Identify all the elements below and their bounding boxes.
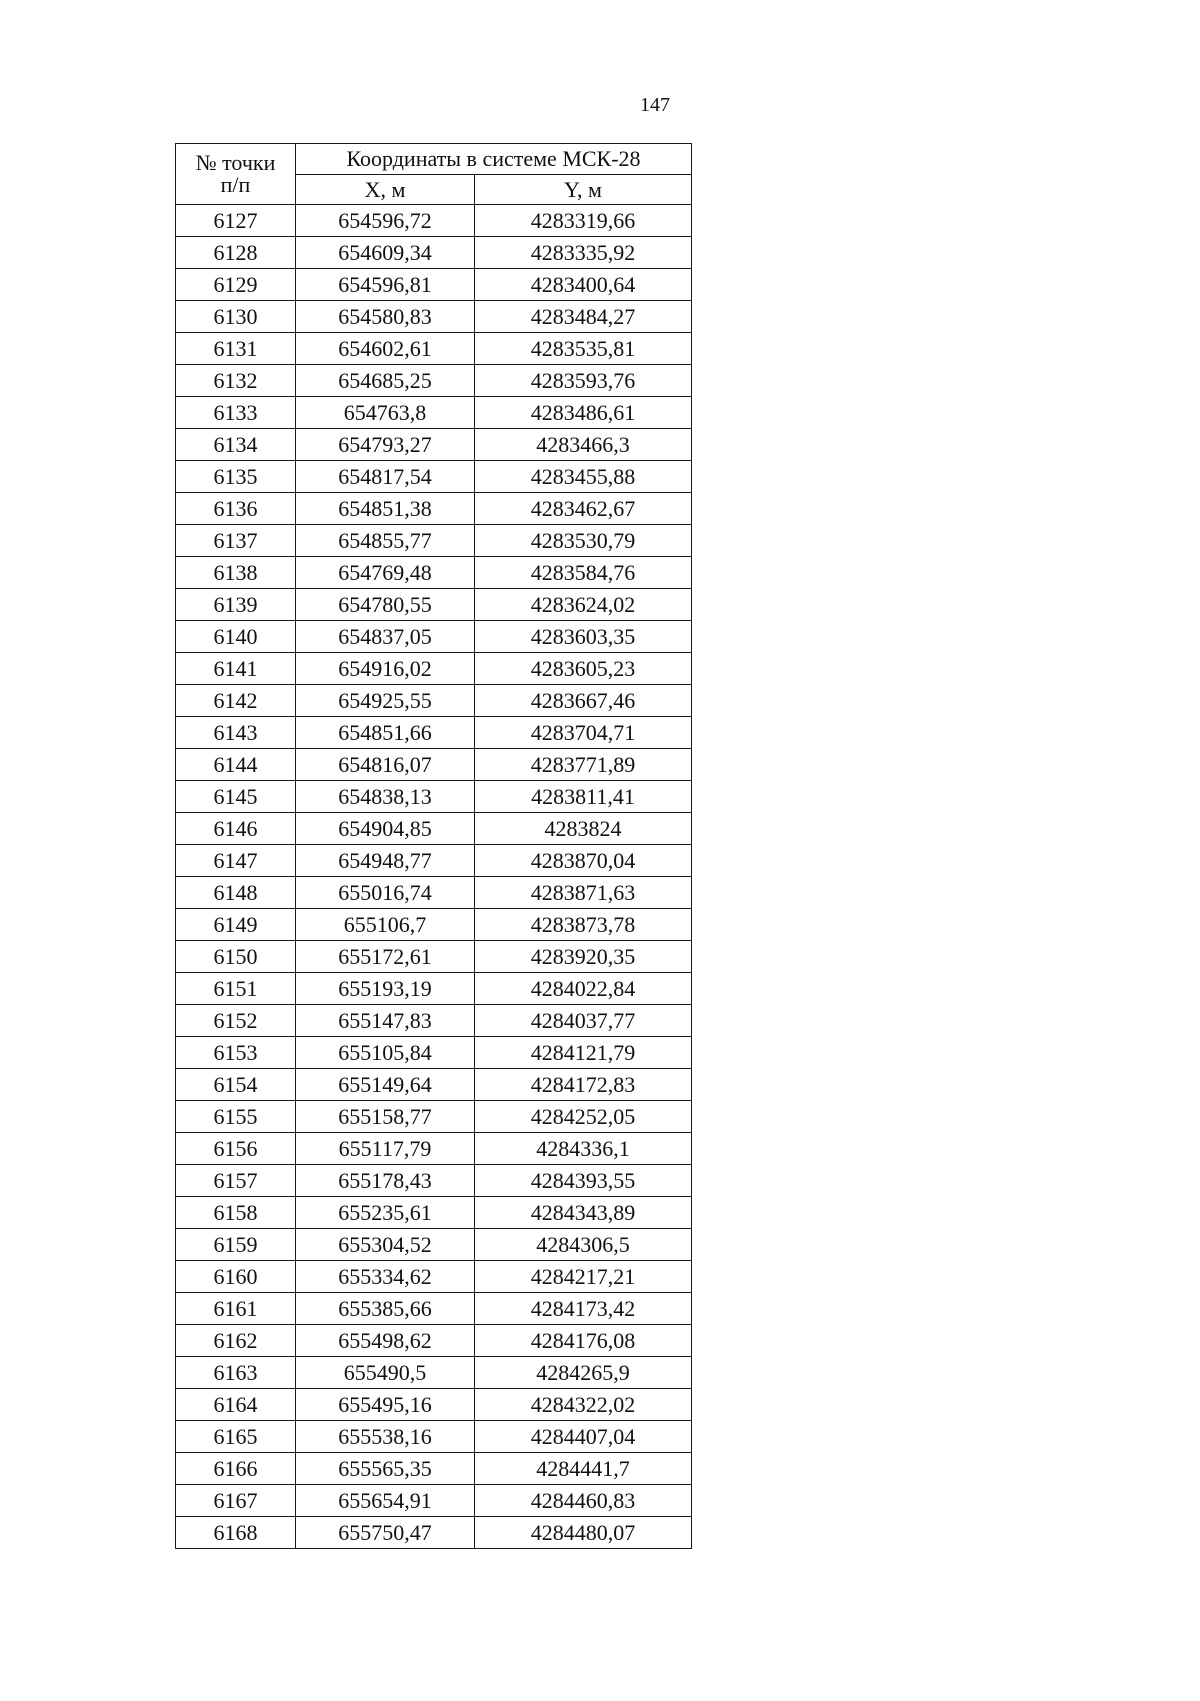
- table-row: [176, 1197, 692, 1229]
- coordinates-system-header: Координаты в системе МСК-28: [296, 144, 692, 175]
- x-coordinate-cell: 655193,19: [296, 973, 475, 1005]
- point-number-cell: 6141: [176, 653, 296, 685]
- y-coordinate-cell: 4283455,88: [475, 461, 692, 493]
- x-coordinate-cell: 654904,85: [296, 813, 475, 845]
- table-row: [176, 429, 692, 461]
- x-coordinate-cell: 655235,61: [296, 1197, 475, 1229]
- point-number-cell: 6159: [176, 1229, 296, 1261]
- point-number-cell: 6137: [176, 525, 296, 557]
- point-number-cell: 6167: [176, 1485, 296, 1517]
- table-row: [176, 525, 692, 557]
- point-number-cell: 6129: [176, 269, 296, 301]
- point-number-cell: 6156: [176, 1133, 296, 1165]
- y-coordinate-cell: 4283771,89: [475, 749, 692, 781]
- point-number-cell: 6131: [176, 333, 296, 365]
- point-number-cell: 6163: [176, 1357, 296, 1389]
- y-coordinate-cell: 4283811,41: [475, 781, 692, 813]
- x-coordinate-cell: 655495,16: [296, 1389, 475, 1421]
- point-number-cell: 6146: [176, 813, 296, 845]
- y-coordinate-cell: 4284121,79: [475, 1037, 692, 1069]
- x-coordinate-cell: 654596,72: [296, 205, 475, 237]
- y-coordinate-cell: 4283593,76: [475, 365, 692, 397]
- table-row: [176, 1261, 692, 1293]
- x-coordinate-cell: 654851,66: [296, 717, 475, 749]
- x-coordinate-cell: 654855,77: [296, 525, 475, 557]
- point-number-cell: 6133: [176, 397, 296, 429]
- y-coordinate-cell: 4283319,66: [475, 205, 692, 237]
- x-coordinate-cell: 655172,61: [296, 941, 475, 973]
- table-row: [176, 653, 692, 685]
- y-coordinate-cell: 4283462,67: [475, 493, 692, 525]
- y-coordinate-cell: 4284172,83: [475, 1069, 692, 1101]
- x-coordinate-cell: 654817,54: [296, 461, 475, 493]
- page-number: 147: [640, 94, 670, 116]
- x-coordinate-cell: 655498,62: [296, 1325, 475, 1357]
- point-number-cell: 6166: [176, 1453, 296, 1485]
- table-row: [176, 333, 692, 365]
- table-row: [176, 685, 692, 717]
- table-row: [176, 397, 692, 429]
- y-coordinate-cell: 4284480,07: [475, 1517, 692, 1549]
- x-coordinate-cell: 654916,02: [296, 653, 475, 685]
- point-number-cell: 6127: [176, 205, 296, 237]
- y-coordinate-cell: 4284176,08: [475, 1325, 692, 1357]
- y-coordinate-cell: 4283530,79: [475, 525, 692, 557]
- table-row: [176, 621, 692, 653]
- point-number-cell: 6164: [176, 1389, 296, 1421]
- point-number-cell: 6157: [176, 1165, 296, 1197]
- table-row: [176, 1293, 692, 1325]
- point-number-cell: 6150: [176, 941, 296, 973]
- table-row: [176, 461, 692, 493]
- y-coordinate-cell: 4284343,89: [475, 1197, 692, 1229]
- coordinates-table: [175, 143, 692, 1549]
- y-coordinate-cell: 4283873,78: [475, 909, 692, 941]
- point-number-cell: 6138: [176, 557, 296, 589]
- x-coordinate-cell: 655016,74: [296, 877, 475, 909]
- table-row: [176, 813, 692, 845]
- point-number-cell: 6144: [176, 749, 296, 781]
- point-number-cell: 6143: [176, 717, 296, 749]
- x-coordinate-cell: 654685,25: [296, 365, 475, 397]
- y-coordinate-cell: 4283535,81: [475, 333, 692, 365]
- table-row: [176, 1325, 692, 1357]
- y-coordinate-cell: 4283400,64: [475, 269, 692, 301]
- point-number-cell: 6132: [176, 365, 296, 397]
- point-number-cell: 6162: [176, 1325, 296, 1357]
- x-coordinate-cell: 655147,83: [296, 1005, 475, 1037]
- table-row: [176, 845, 692, 877]
- table-row: [176, 973, 692, 1005]
- point-number-header: [176, 144, 296, 205]
- y-coordinate-cell: 4284173,42: [475, 1293, 692, 1325]
- y-coordinate-cell: 4283466,3: [475, 429, 692, 461]
- y-coordinate-cell: 4283704,71: [475, 717, 692, 749]
- x-coordinate-cell: 654851,38: [296, 493, 475, 525]
- point-number-cell: 6158: [176, 1197, 296, 1229]
- y-coordinate-cell: 4284393,55: [475, 1165, 692, 1197]
- y-coordinate-cell: 4283605,23: [475, 653, 692, 685]
- x-coordinate-cell: 654816,07: [296, 749, 475, 781]
- y-coordinate-cell: 4283603,35: [475, 621, 692, 653]
- table-row: [176, 717, 692, 749]
- table-row: [176, 589, 692, 621]
- point-number-cell: 6153: [176, 1037, 296, 1069]
- x-coordinate-cell: 654780,55: [296, 589, 475, 621]
- point-number-header-line1: № точки: [195, 150, 276, 175]
- point-number-cell: 6168: [176, 1517, 296, 1549]
- point-number-cell: 6128: [176, 237, 296, 269]
- y-coordinate-cell: 4284022,84: [475, 973, 692, 1005]
- x-column-header: X, м: [296, 175, 475, 205]
- table-row: [176, 1453, 692, 1485]
- x-coordinate-cell: 654763,8: [296, 397, 475, 429]
- table-row: [176, 1165, 692, 1197]
- table-row: [176, 1101, 692, 1133]
- x-coordinate-cell: 655304,52: [296, 1229, 475, 1261]
- x-coordinate-cell: 654837,05: [296, 621, 475, 653]
- x-coordinate-cell: 655654,91: [296, 1485, 475, 1517]
- table-row: [176, 749, 692, 781]
- y-coordinate-cell: 4284265,9: [475, 1357, 692, 1389]
- point-number-cell: 6148: [176, 877, 296, 909]
- x-coordinate-cell: 655334,62: [296, 1261, 475, 1293]
- x-coordinate-cell: 654602,61: [296, 333, 475, 365]
- y-coordinate-cell: 4283667,46: [475, 685, 692, 717]
- table-row: [176, 1133, 692, 1165]
- table-row: [176, 909, 692, 941]
- y-coordinate-cell: 4284460,83: [475, 1485, 692, 1517]
- table-body: [176, 205, 692, 1549]
- point-number-cell: 6145: [176, 781, 296, 813]
- x-coordinate-cell: 655158,77: [296, 1101, 475, 1133]
- x-coordinate-cell: 654925,55: [296, 685, 475, 717]
- table-row: [176, 1357, 692, 1389]
- y-coordinate-cell: 4284037,77: [475, 1005, 692, 1037]
- x-coordinate-cell: 654838,13: [296, 781, 475, 813]
- table-row: [176, 1037, 692, 1069]
- point-number-cell: 6130: [176, 301, 296, 333]
- table-row: [176, 1421, 692, 1453]
- y-coordinate-cell: 4284252,05: [475, 1101, 692, 1133]
- point-number-cell: 6154: [176, 1069, 296, 1101]
- x-coordinate-cell: 655106,7: [296, 909, 475, 941]
- table-row: [176, 205, 692, 237]
- table-row: [176, 1389, 692, 1421]
- point-number-cell: 6136: [176, 493, 296, 525]
- x-coordinate-cell: 655117,79: [296, 1133, 475, 1165]
- y-coordinate-cell: 4283824: [475, 813, 692, 845]
- y-coordinate-cell: 4283486,61: [475, 397, 692, 429]
- point-number-cell: 6134: [176, 429, 296, 461]
- point-number-cell: 6147: [176, 845, 296, 877]
- table-row: [176, 237, 692, 269]
- y-coordinate-cell: 4283624,02: [475, 589, 692, 621]
- x-coordinate-cell: 654609,34: [296, 237, 475, 269]
- point-number-cell: 6161: [176, 1293, 296, 1325]
- x-coordinate-cell: 655149,64: [296, 1069, 475, 1101]
- point-number-cell: 6135: [176, 461, 296, 493]
- table-row: [176, 557, 692, 589]
- x-coordinate-cell: 654793,27: [296, 429, 475, 461]
- table-row: [176, 941, 692, 973]
- y-coordinate-cell: 4284336,1: [475, 1133, 692, 1165]
- x-coordinate-cell: 654769,48: [296, 557, 475, 589]
- y-coordinate-cell: 4283335,92: [475, 237, 692, 269]
- y-coordinate-cell: 4284217,21: [475, 1261, 692, 1293]
- point-number-cell: 6155: [176, 1101, 296, 1133]
- x-coordinate-cell: 654580,83: [296, 301, 475, 333]
- y-coordinate-cell: 4284407,04: [475, 1421, 692, 1453]
- y-coordinate-cell: 4284306,5: [475, 1229, 692, 1261]
- table-row: [176, 781, 692, 813]
- y-coordinate-cell: 4283584,76: [475, 557, 692, 589]
- x-coordinate-cell: 655490,5: [296, 1357, 475, 1389]
- point-number-cell: 6149: [176, 909, 296, 941]
- point-number-cell: 6151: [176, 973, 296, 1005]
- point-number-cell: 6165: [176, 1421, 296, 1453]
- x-coordinate-cell: 655565,35: [296, 1453, 475, 1485]
- point-number-cell: 6142: [176, 685, 296, 717]
- table-row: [176, 1005, 692, 1037]
- table-header-row: [176, 144, 692, 175]
- point-number-header-line2: п/п: [220, 172, 251, 197]
- table-row: [176, 493, 692, 525]
- x-coordinate-cell: 655385,66: [296, 1293, 475, 1325]
- x-coordinate-cell: 655750,47: [296, 1517, 475, 1549]
- x-coordinate-cell: 655105,84: [296, 1037, 475, 1069]
- x-coordinate-cell: 655178,43: [296, 1165, 475, 1197]
- x-coordinate-cell: 654596,81: [296, 269, 475, 301]
- point-number-cell: 6140: [176, 621, 296, 653]
- table-row: [176, 301, 692, 333]
- y-coordinate-cell: 4283871,63: [475, 877, 692, 909]
- y-coordinate-cell: 4284322,02: [475, 1389, 692, 1421]
- y-column-header: Y, м: [475, 175, 692, 205]
- y-coordinate-cell: 4284441,7: [475, 1453, 692, 1485]
- point-number-cell: 6152: [176, 1005, 296, 1037]
- table-row: [176, 1485, 692, 1517]
- x-coordinate-cell: 654948,77: [296, 845, 475, 877]
- y-coordinate-cell: 4283920,35: [475, 941, 692, 973]
- x-coordinate-cell: 655538,16: [296, 1421, 475, 1453]
- y-coordinate-cell: 4283484,27: [475, 301, 692, 333]
- y-coordinate-cell: 4283870,04: [475, 845, 692, 877]
- table-row: [176, 1069, 692, 1101]
- table-row: [176, 877, 692, 909]
- table-row: [176, 269, 692, 301]
- point-number-cell: 6160: [176, 1261, 296, 1293]
- table-row: [176, 365, 692, 397]
- table-row: [176, 1229, 692, 1261]
- point-number-cell: 6139: [176, 589, 296, 621]
- table-row: [176, 1517, 692, 1549]
